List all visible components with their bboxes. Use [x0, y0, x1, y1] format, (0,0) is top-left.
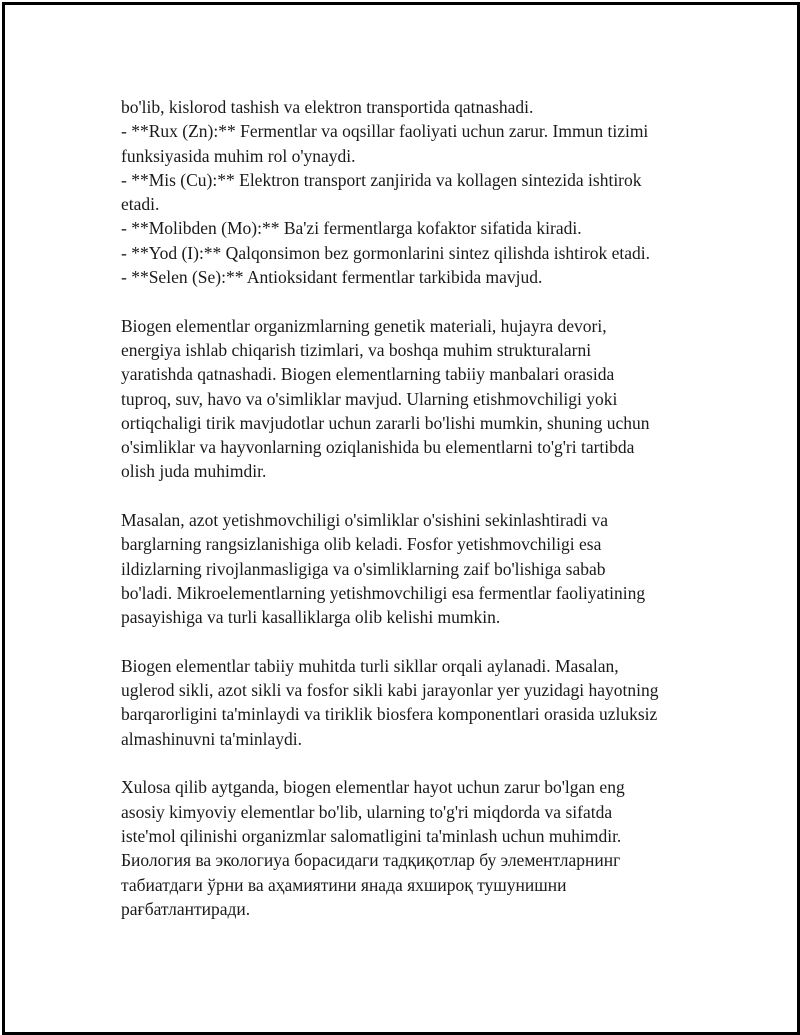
text-line: o'simliklar va hayvonlarning oziqlanishida bu elementlarni to'g'ri tartibda	[121, 437, 635, 458]
paragraph-deficiency-examples	[121, 508, 701, 629]
paragraph-biogen-role	[121, 314, 701, 484]
text-line: ildizlarning rivojlanmasligiga va o'simliklarning zaif bo'lishiga sabab	[121, 558, 606, 579]
text-line: Biogen elementlar tabiiy muhitda turli sikllar orqali aylanadi. Masalan,	[121, 655, 619, 676]
text-line: uglerod sikli, azot sikli va fosfor sikli kabi jarayonlar yer yuzidagi hayotning	[121, 680, 659, 701]
text-line: tuproq, suv, havo va o'simliklar mavjud. Ularning etishmovchiligi yoki	[121, 388, 618, 409]
text-line: barqarorligini ta'minlaydi va tiriklik biosfera komponentlari orasida uzluksiz	[121, 704, 658, 725]
text-line: energiya ishlab chiqarish tizimlari, va boshqa muhim strukturalarni	[121, 339, 592, 360]
page-frame	[2, 2, 800, 1035]
text-line: iste'mol qilinishi organizmlar salomatligini ta'minlash uchun muhimdir.	[121, 825, 622, 846]
text-line: almashinuvni ta'minlaydi.	[121, 728, 303, 749]
list-item-copper: - **Mis (Cu):** Elektron transport zanjirida va kollagen sintezida ishtirok	[121, 169, 642, 190]
text-line: ortiqchaligi tirik mavjudotlar uchun zararli bo'lishi mumkin, shuning uchun	[121, 412, 650, 433]
text-line: pasayishiga va turli kasalliklarga olib kelishi mumkin.	[121, 607, 501, 628]
list-item-zinc: - **Rux (Zn):** Fermentlar va oqsillar faoliyati uchun zarur. Immun tizimi	[121, 121, 649, 142]
element-list-paragraph	[121, 95, 701, 289]
text-line: рағбатлантиради.	[121, 898, 251, 919]
text-line: asosiy kimyoviy elementlar bo'lib, ularning to'g'ri miqdorda va sifatda	[121, 801, 613, 822]
paragraph-cycles	[121, 654, 701, 751]
text-line: olish juda muhimdir.	[121, 461, 267, 482]
text-line: табиатдаги ўрни ва аҳамиятини янада яхшироқ тушунишни	[121, 874, 567, 895]
text-line: bo'ladi. Mikroelementlarning yetishmovchiligi esa fermentlar faoliyatining	[121, 582, 646, 603]
paragraph-gap	[121, 751, 701, 775]
paragraph-gap	[121, 484, 701, 508]
text-line: Masalan, azot yetishmovchiligi o'simliklar o'sishini sekinlashtiradi va	[121, 510, 608, 531]
text-line: barglarning rangsizlanishiga olib keladi. Fosfor yetishmovchiligi esa	[121, 534, 602, 555]
paragraph-gap	[121, 630, 701, 654]
text-line: bo'lib, kislorod tashish va elektron transportida qatnashadi.	[121, 97, 534, 117]
text-line: Biogen elementlar organizmlarning genetik materiali, hujayra devori,	[121, 315, 607, 336]
text-line: etadi.	[121, 194, 160, 215]
text-line: Биология ва экологиya борасидаги тадқиқотлар бу элементларнинг	[121, 850, 621, 871]
list-item-molybdenum: - **Molibden (Mo):** Ba'zi fermentlarga kofaktor sifatida kiradi.	[121, 218, 582, 239]
text-line: Xulosa qilib aytganda, biogen elementlar hayot uchun zarur bo'lgan eng	[121, 777, 625, 798]
list-item-selenium: - **Selen (Se):** Antioksidant fermentlar tarkibida mavjud.	[121, 267, 543, 288]
text-line: yaratishda qatnashadi. Biogen elementlarning tabiiy manbalari orasida	[121, 364, 615, 385]
document-body	[121, 95, 701, 921]
paragraph-gap	[121, 289, 701, 313]
paragraph-conclusion	[121, 775, 701, 921]
list-item-iodine: - **Yod (I):** Qalqonsimon bez gormonlarini sintez qilishda ishtirok etadi.	[121, 242, 650, 263]
text-line: funksiyasida muhim rol o'ynaydi.	[121, 145, 356, 166]
